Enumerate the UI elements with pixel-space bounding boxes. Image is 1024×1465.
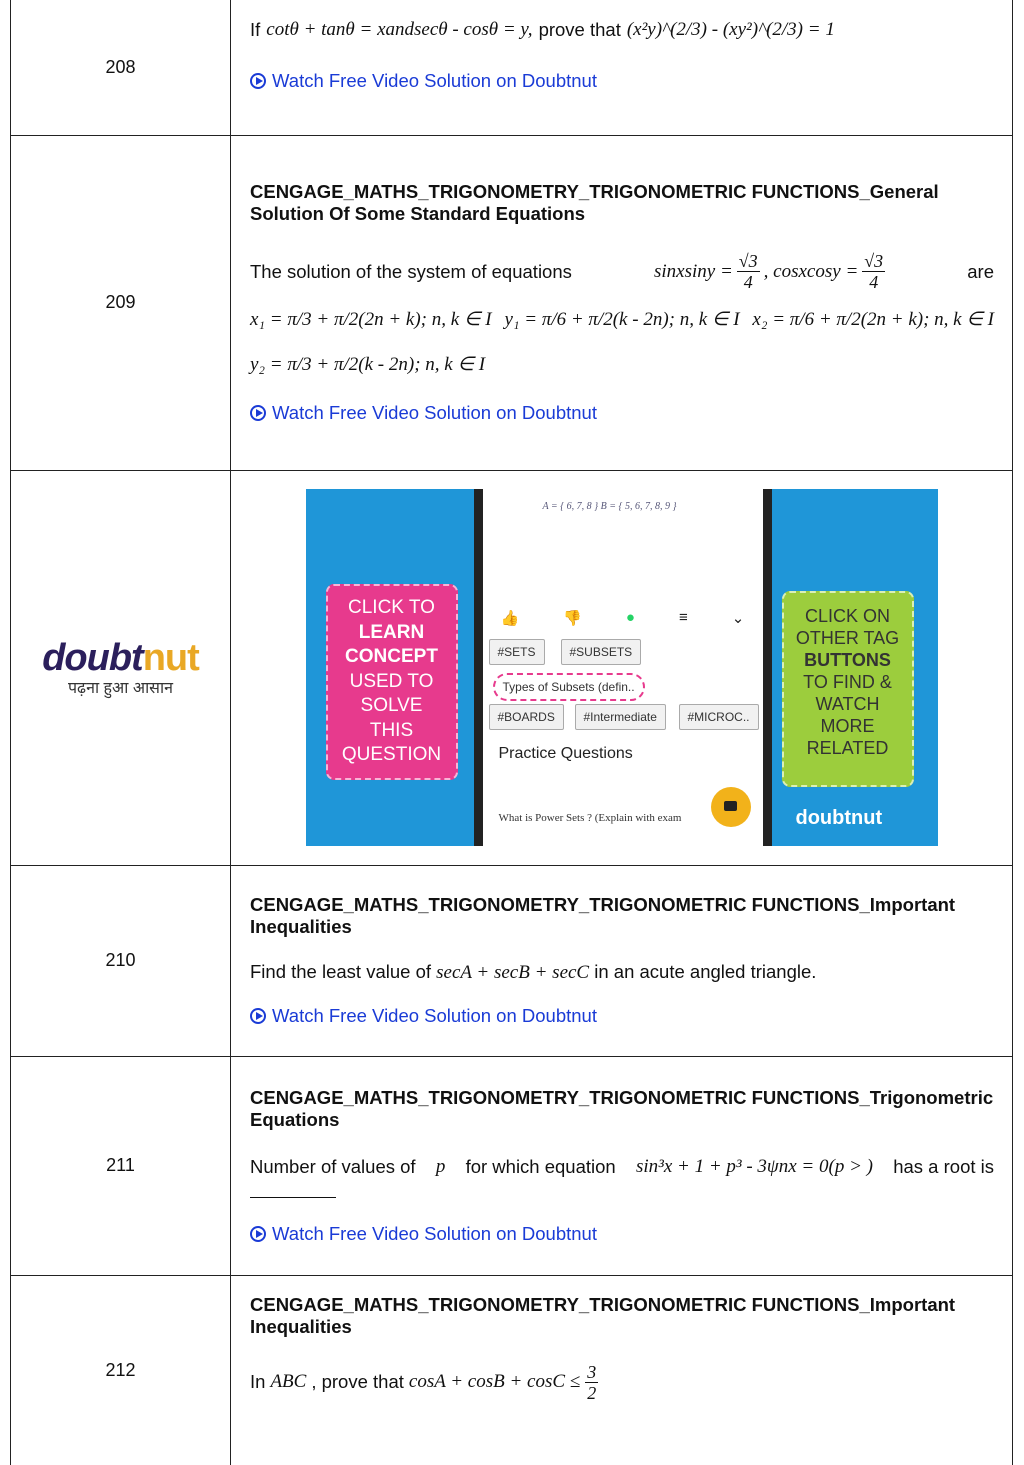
question-suffix: in an acute angled triangle.: [594, 961, 817, 982]
tag-chip[interactable]: #SUBSETS: [561, 639, 642, 665]
phone-mockup: [474, 489, 772, 846]
whatsapp-icon[interactable]: ●: [625, 609, 635, 626]
dislike-icon[interactable]: 👎: [563, 610, 582, 627]
watch-video-link[interactable]: [250, 402, 994, 424]
question-heading: CENGAGE_MATHS_TRIGONOMETRY_TRIGONOMETRIC FUNCTIONS_General Solution Of Some Standard Equations: [250, 181, 939, 224]
answer-blank: [250, 1183, 336, 1198]
math-expression: , cosxcosy =: [763, 260, 859, 282]
question-prefix: Find the least value of: [250, 961, 431, 982]
question-suffix: are: [967, 260, 994, 282]
question-number: 209: [11, 135, 231, 470]
green-line: RELATED: [806, 738, 889, 758]
tag-chip[interactable]: #SETS: [489, 639, 545, 665]
question-text: [250, 251, 994, 292]
fraction: [862, 251, 885, 292]
chevron-down-icon[interactable]: ⌄: [731, 610, 745, 627]
learn-concept-card[interactable]: [326, 584, 458, 780]
watch-link-label: Watch Free Video Solution on Doubtnut: [272, 402, 597, 423]
option-3: x₂ = π/6 + π/2(2n + k); n, k ∈ I: [752, 309, 994, 330]
option-4: y₂ = π/3 + π/2(k - 2n); n, k ∈ I: [250, 354, 486, 375]
tag-chip[interactable]: Types of Subsets (defin..: [493, 673, 645, 701]
logo-doubt: doubt: [42, 637, 143, 679]
option-2: y₁ = π/6 + π/2(k - 2n); n, k ∈ I: [504, 309, 740, 330]
playlist-add-icon[interactable]: ≡: [678, 609, 688, 626]
math-variable: p: [435, 1155, 446, 1177]
pink-line: CONCEPT: [345, 646, 438, 667]
logo-tagline: पढ़ना हुआ आसान: [67, 680, 174, 697]
math-expression: sinxsiny =: [653, 260, 733, 282]
tag-chip[interactable]: #BOARDS: [489, 704, 564, 730]
math-expression: cotθ + tanθ = xandsecθ - cosθ = y,: [266, 19, 533, 40]
math-expression: secA + secB + secC: [436, 962, 590, 983]
practice-questions-title: Practice Questions: [498, 745, 633, 762]
play-icon: [250, 73, 266, 89]
question-mid: prove that: [538, 19, 621, 40]
watch-link-label: Watch Free Video Solution on Doubtnut: [272, 1222, 597, 1244]
watch-video-link[interactable]: [250, 70, 994, 92]
handwritten-notes: A = { 6, 7, 8 } B = { 5, 6, 7, 8, 9 }: [542, 501, 677, 512]
play-icon: [250, 1008, 266, 1024]
promo-banner[interactable]: [306, 489, 938, 846]
doubtnut-brand-logo: doubtnut: [795, 807, 883, 829]
question-text: [250, 1155, 994, 1179]
question-number: 211: [11, 1056, 231, 1275]
fraction: [585, 1362, 598, 1403]
tag-chip[interactable]: #Intermediate: [575, 704, 666, 730]
question-number: 212: [11, 1275, 231, 1465]
math-expression: (x²y)^(2/3) - (xy²)^(2/3) = 1: [626, 19, 835, 40]
question-heading: CENGAGE_MATHS_TRIGONOMETRY_TRIGONOMETRIC FUNCTIONS_Important Inequalities: [250, 894, 956, 937]
math-variable: ABC: [270, 1371, 307, 1392]
green-line: TO FIND &: [803, 672, 892, 692]
pink-line: SOLVE: [360, 695, 423, 716]
question-row-210: [11, 865, 1013, 1056]
fraction-denominator: 4: [869, 272, 879, 292]
camera-icon[interactable]: [711, 787, 751, 827]
question-row-212: [11, 1275, 1013, 1465]
question-heading: CENGAGE_MATHS_TRIGONOMETRY_TRIGONOMETRIC FUNCTIONS_Trigonometric Equations: [250, 1086, 994, 1130]
question-prefix: If: [250, 19, 261, 40]
question-text: [250, 18, 994, 42]
play-icon: [250, 1226, 266, 1242]
green-line: WATCH: [815, 694, 880, 714]
question-row-211: [11, 1056, 1013, 1275]
ad-banner-row: [11, 470, 1013, 865]
question-row-208: [11, 0, 1013, 135]
green-line: MORE: [820, 716, 875, 736]
related-tags-card[interactable]: [782, 591, 914, 787]
pink-line: LEARN: [358, 621, 425, 643]
green-line: CLICK ON: [804, 606, 891, 626]
pink-line: THIS: [369, 719, 414, 741]
pink-line: USED TO: [349, 670, 434, 692]
logo-nut: nut: [142, 637, 199, 679]
pink-line: CLICK TO: [348, 597, 435, 618]
question-prefix: The solution of the system of equations: [250, 260, 572, 282]
watch-link-label: Watch Free Video Solution on Doubtnut: [272, 70, 597, 91]
question-row-209: [11, 135, 1013, 470]
question-text: [250, 1362, 994, 1403]
doubtnut-logo: [11, 470, 231, 865]
question-prefix: In: [250, 1371, 266, 1392]
math-expression: cosA + cosB + cosC ≤: [408, 1371, 581, 1392]
question-mid: for which equation: [465, 1155, 616, 1177]
fraction-numerator: √3: [738, 251, 758, 271]
watch-link-label: Watch Free Video Solution on Doubtnut: [272, 1005, 597, 1026]
fraction-denominator: 4: [743, 272, 753, 292]
play-icon: [250, 405, 266, 421]
green-line: OTHER TAG: [795, 628, 900, 648]
practice-question-item[interactable]: What is Power Sets ? (Explain with exam: [498, 812, 682, 824]
action-icons: [501, 609, 745, 627]
math-expression: sin³x + 1 + p³ - 3ψnx = 0(p > ): [635, 1155, 873, 1177]
pink-line: QUESTION: [341, 744, 442, 765]
question-heading: CENGAGE_MATHS_TRIGONOMETRY_TRIGONOMETRIC FUNCTIONS_Important Inequalities: [250, 1293, 956, 1337]
question-number: 210: [11, 865, 231, 1056]
fraction-numerator: 3: [587, 1361, 597, 1382]
tag-chip[interactable]: #MICROC..: [679, 704, 759, 730]
question-prefix: Number of values of: [250, 1155, 416, 1177]
like-icon[interactable]: 👍: [500, 610, 520, 627]
question-mid: , prove that: [311, 1371, 404, 1392]
fraction: [737, 251, 760, 292]
question-suffix: has a root is: [893, 1155, 994, 1177]
fraction-denominator: 2: [587, 1382, 597, 1403]
watch-video-link[interactable]: [250, 1005, 994, 1027]
equation-system: [654, 251, 885, 292]
solution-options: [250, 308, 994, 331]
option-1: x₁ = π/3 + π/2(2n + k); n, k ∈ I: [250, 309, 492, 330]
question-text: [250, 960, 994, 985]
fraction-numerator: √3: [864, 251, 884, 271]
green-line: BUTTONS: [804, 650, 891, 670]
question-number: 208: [11, 0, 231, 135]
watch-video-link[interactable]: [250, 1223, 994, 1245]
questions-table: [10, 0, 1013, 1465]
